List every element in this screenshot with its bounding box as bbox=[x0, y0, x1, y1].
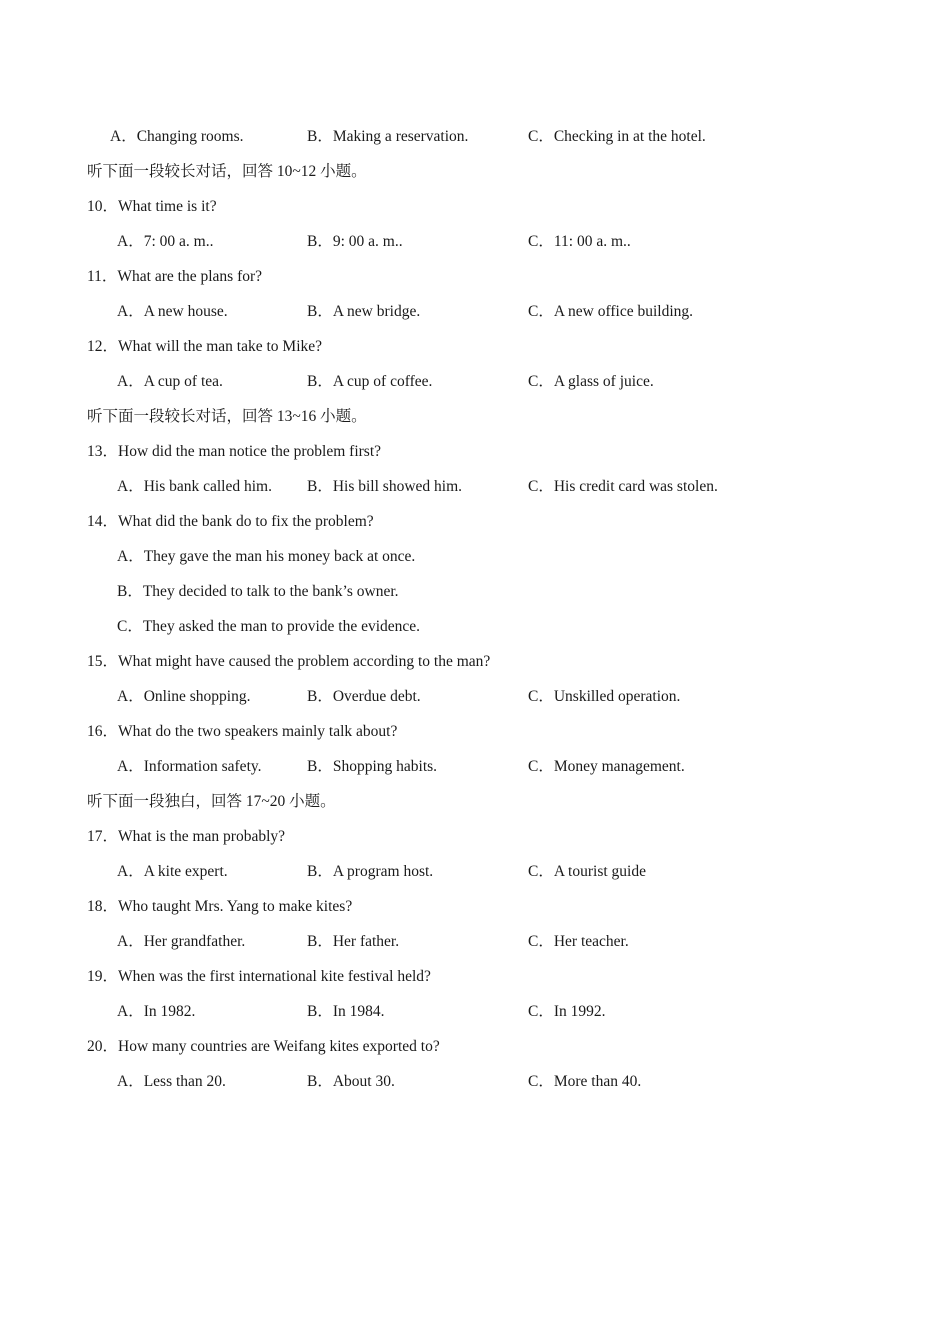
option-a: A．A cup of tea. bbox=[117, 373, 223, 390]
option-c: C．Checking in at the hotel. bbox=[528, 128, 706, 145]
option-c: C．In 1992. bbox=[528, 1003, 606, 1020]
option-b: B．A program host. bbox=[307, 863, 434, 880]
option-c: C．More than 40. bbox=[528, 1073, 642, 1090]
option-c: C．Unskilled operation. bbox=[528, 688, 681, 705]
option-a: A．Changing rooms. bbox=[110, 128, 244, 145]
section-instruction-10-12: 听下面一段较长对话，回答 10~12 小题。 bbox=[87, 163, 367, 180]
option-c: C．A glass of juice. bbox=[528, 373, 654, 390]
option-b: B．A cup of coffee. bbox=[307, 373, 433, 390]
option-b: B．Overdue debt. bbox=[307, 688, 421, 705]
option-b: B．Shopping habits. bbox=[307, 758, 438, 775]
question-14: 14．What did the bank do to fix the problem? bbox=[87, 513, 374, 530]
option-a: A．Less than 20. bbox=[117, 1073, 226, 1090]
option-a: A．7: 00 a. m.. bbox=[117, 233, 214, 250]
option-a: A．A new house. bbox=[117, 303, 228, 320]
option-b: B．His bill showed him. bbox=[307, 478, 463, 495]
question-13: 13．How did the man notice the problem first? bbox=[87, 443, 382, 460]
option-a: A．In 1982. bbox=[117, 1003, 196, 1020]
option-a: A．Information safety. bbox=[117, 758, 262, 775]
option-a-single: A．They gave the man his money back at once. bbox=[117, 548, 416, 565]
option-c: C．A new office building. bbox=[528, 303, 694, 320]
question-15: 15．What might have caused the problem according to the man? bbox=[87, 653, 491, 670]
option-c: C．Money management. bbox=[528, 758, 685, 775]
question-16: 16．What do the two speakers mainly talk about? bbox=[87, 723, 398, 740]
option-c: C．Her teacher. bbox=[528, 933, 629, 950]
option-b: B．Her father. bbox=[307, 933, 400, 950]
question-20: 20．How many countries are Weifang kites exported to? bbox=[87, 1038, 440, 1055]
question-17: 17．What is the man probably? bbox=[87, 828, 286, 845]
option-c: C．His credit card was stolen. bbox=[528, 478, 718, 495]
option-a: A．Her grandfather. bbox=[117, 933, 246, 950]
option-b: B．About 30. bbox=[307, 1073, 395, 1090]
option-b: B．9: 00 a. m.. bbox=[307, 233, 403, 250]
option-b: B．A new bridge. bbox=[307, 303, 421, 320]
option-b-single: B．They decided to talk to the bank’s owner. bbox=[117, 583, 399, 600]
option-b: B．In 1984. bbox=[307, 1003, 385, 1020]
section-instruction-17-20: 听下面一段独白，回答 17~20 小题。 bbox=[87, 793, 336, 810]
question-18: 18．Who taught Mrs. Yang to make kites? bbox=[87, 898, 353, 915]
option-c-single: C．They asked the man to provide the evidence. bbox=[117, 618, 421, 635]
option-a: A．Online shopping. bbox=[117, 688, 251, 705]
question-19: 19．When was the first international kite festival held? bbox=[87, 968, 431, 985]
option-c: C．11: 00 a. m.. bbox=[528, 233, 631, 250]
option-a: A．His bank called him. bbox=[117, 478, 272, 495]
option-c: C．A tourist guide bbox=[528, 863, 646, 880]
question-12: 12．What will the man take to Mike? bbox=[87, 338, 323, 355]
question-10: 10．What time is it? bbox=[87, 198, 217, 215]
section-instruction-13-16: 听下面一段较长对话，回答 13~16 小题。 bbox=[87, 408, 367, 425]
option-a: A．A kite expert. bbox=[117, 863, 228, 880]
question-11: 11．What are the plans for? bbox=[87, 268, 263, 285]
option-b: B．Making a reservation. bbox=[307, 128, 469, 145]
